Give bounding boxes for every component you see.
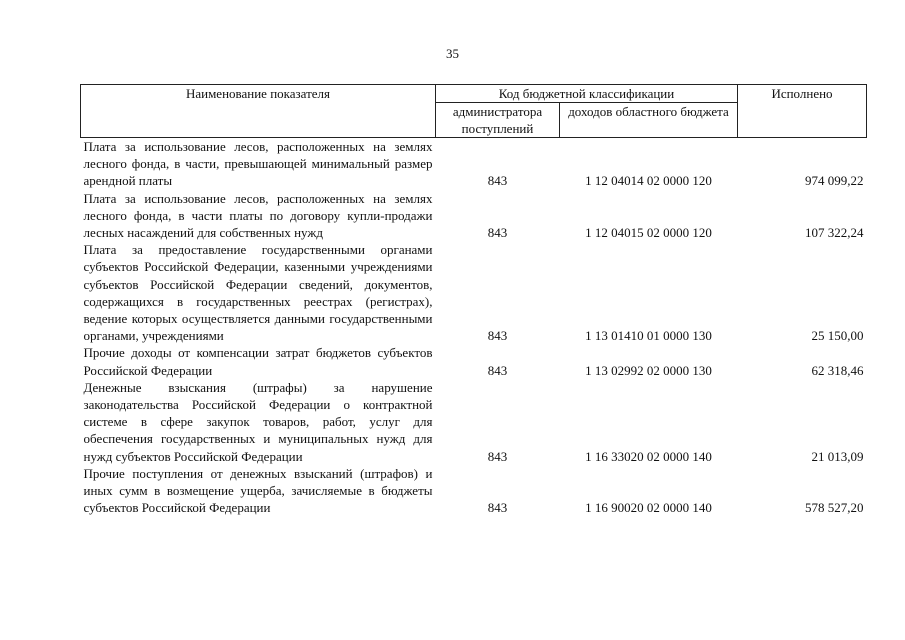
- income-code-cell: 1 12 04015 02 0000 120: [585, 225, 712, 241]
- header-administrator: администратора поступлений: [436, 103, 560, 138]
- income-code-cell: 1 13 01410 01 0000 130: [585, 328, 712, 344]
- indicator-name-cell: Плата за предоставление государственными органами субъектов Российской Федерации, казенными учреждениями субъектов Российской Федерации сведений, документов, содержащихся в государственных реестрах (регистрах), ведение которых осуществляется данными государственными органами, учреждениями: [83, 242, 433, 344]
- executed-amount-cell: 107 322,24: [805, 225, 864, 241]
- income-code-cell: 1 16 33020 02 0000 140: [585, 448, 712, 464]
- administrator-code-cell: 843: [487, 173, 508, 189]
- indicator-name-cell: Прочие доходы от компенсации затрат бюджетов субъектов Российской Федерации: [83, 345, 433, 378]
- header-code-group: Код бюджетной классификации: [436, 85, 738, 103]
- income-code-cell: 1 12 04014 02 0000 120: [585, 173, 712, 189]
- table-row: [81, 241, 867, 344]
- administrator-code-cell: 843: [487, 500, 508, 516]
- indicator-name-cell: Плата за использование лесов, расположенных на землях лесного фонда, в части платы по договору купли-продажи лесных насаждений для собственных нужд: [83, 190, 433, 241]
- income-code-cell: 1 13 02992 02 0000 130: [585, 362, 712, 378]
- executed-amount-cell: 974 099,22: [805, 173, 864, 189]
- executed-amount-cell: 62 318,46: [811, 362, 864, 378]
- table-row: [81, 190, 867, 242]
- table-row: [81, 344, 867, 378]
- budget-table: [80, 84, 867, 516]
- administrator-code-cell: 843: [487, 362, 508, 378]
- indicator-name-cell: Прочие поступления от денежных взысканий (штрафов) и иных сумм в возмещение ущерба, зачисляемые в бюджеты субъектов Российской Федерации: [83, 465, 433, 516]
- income-code-cell: 1 16 90020 02 0000 140: [585, 500, 712, 516]
- page-number: 35: [446, 46, 459, 61]
- header-name: Наименование показателя: [81, 85, 436, 138]
- table-row: [81, 465, 867, 517]
- table-row: [81, 138, 867, 190]
- indicator-name-cell: Плата за использование лесов, расположенных на землях лесного фонда, в части, превышающей минимальный размер арендной платы: [83, 139, 433, 189]
- administrator-code-cell: 843: [487, 225, 508, 241]
- table-body: [81, 138, 867, 517]
- executed-amount-cell: 578 527,20: [805, 500, 864, 516]
- header-executed: Исполнено: [738, 85, 867, 138]
- administrator-code-cell: 843: [487, 328, 508, 344]
- table-header: [81, 85, 867, 138]
- table-row: [81, 379, 867, 465]
- header-income: доходов областного бюджета: [560, 103, 738, 138]
- administrator-code-cell: 843: [487, 448, 508, 464]
- executed-amount-cell: 25 150,00: [811, 328, 864, 344]
- executed-amount-cell: 21 013,09: [811, 448, 864, 464]
- indicator-name-cell: Денежные взыскания (штрафы) за нарушение законодательства Российской Федерации о контрактной системе в сфере закупок товаров, работ, услуг для обеспечения государственных и муниципальных нужд для нужд субъектов Российской Федерации: [83, 379, 433, 464]
